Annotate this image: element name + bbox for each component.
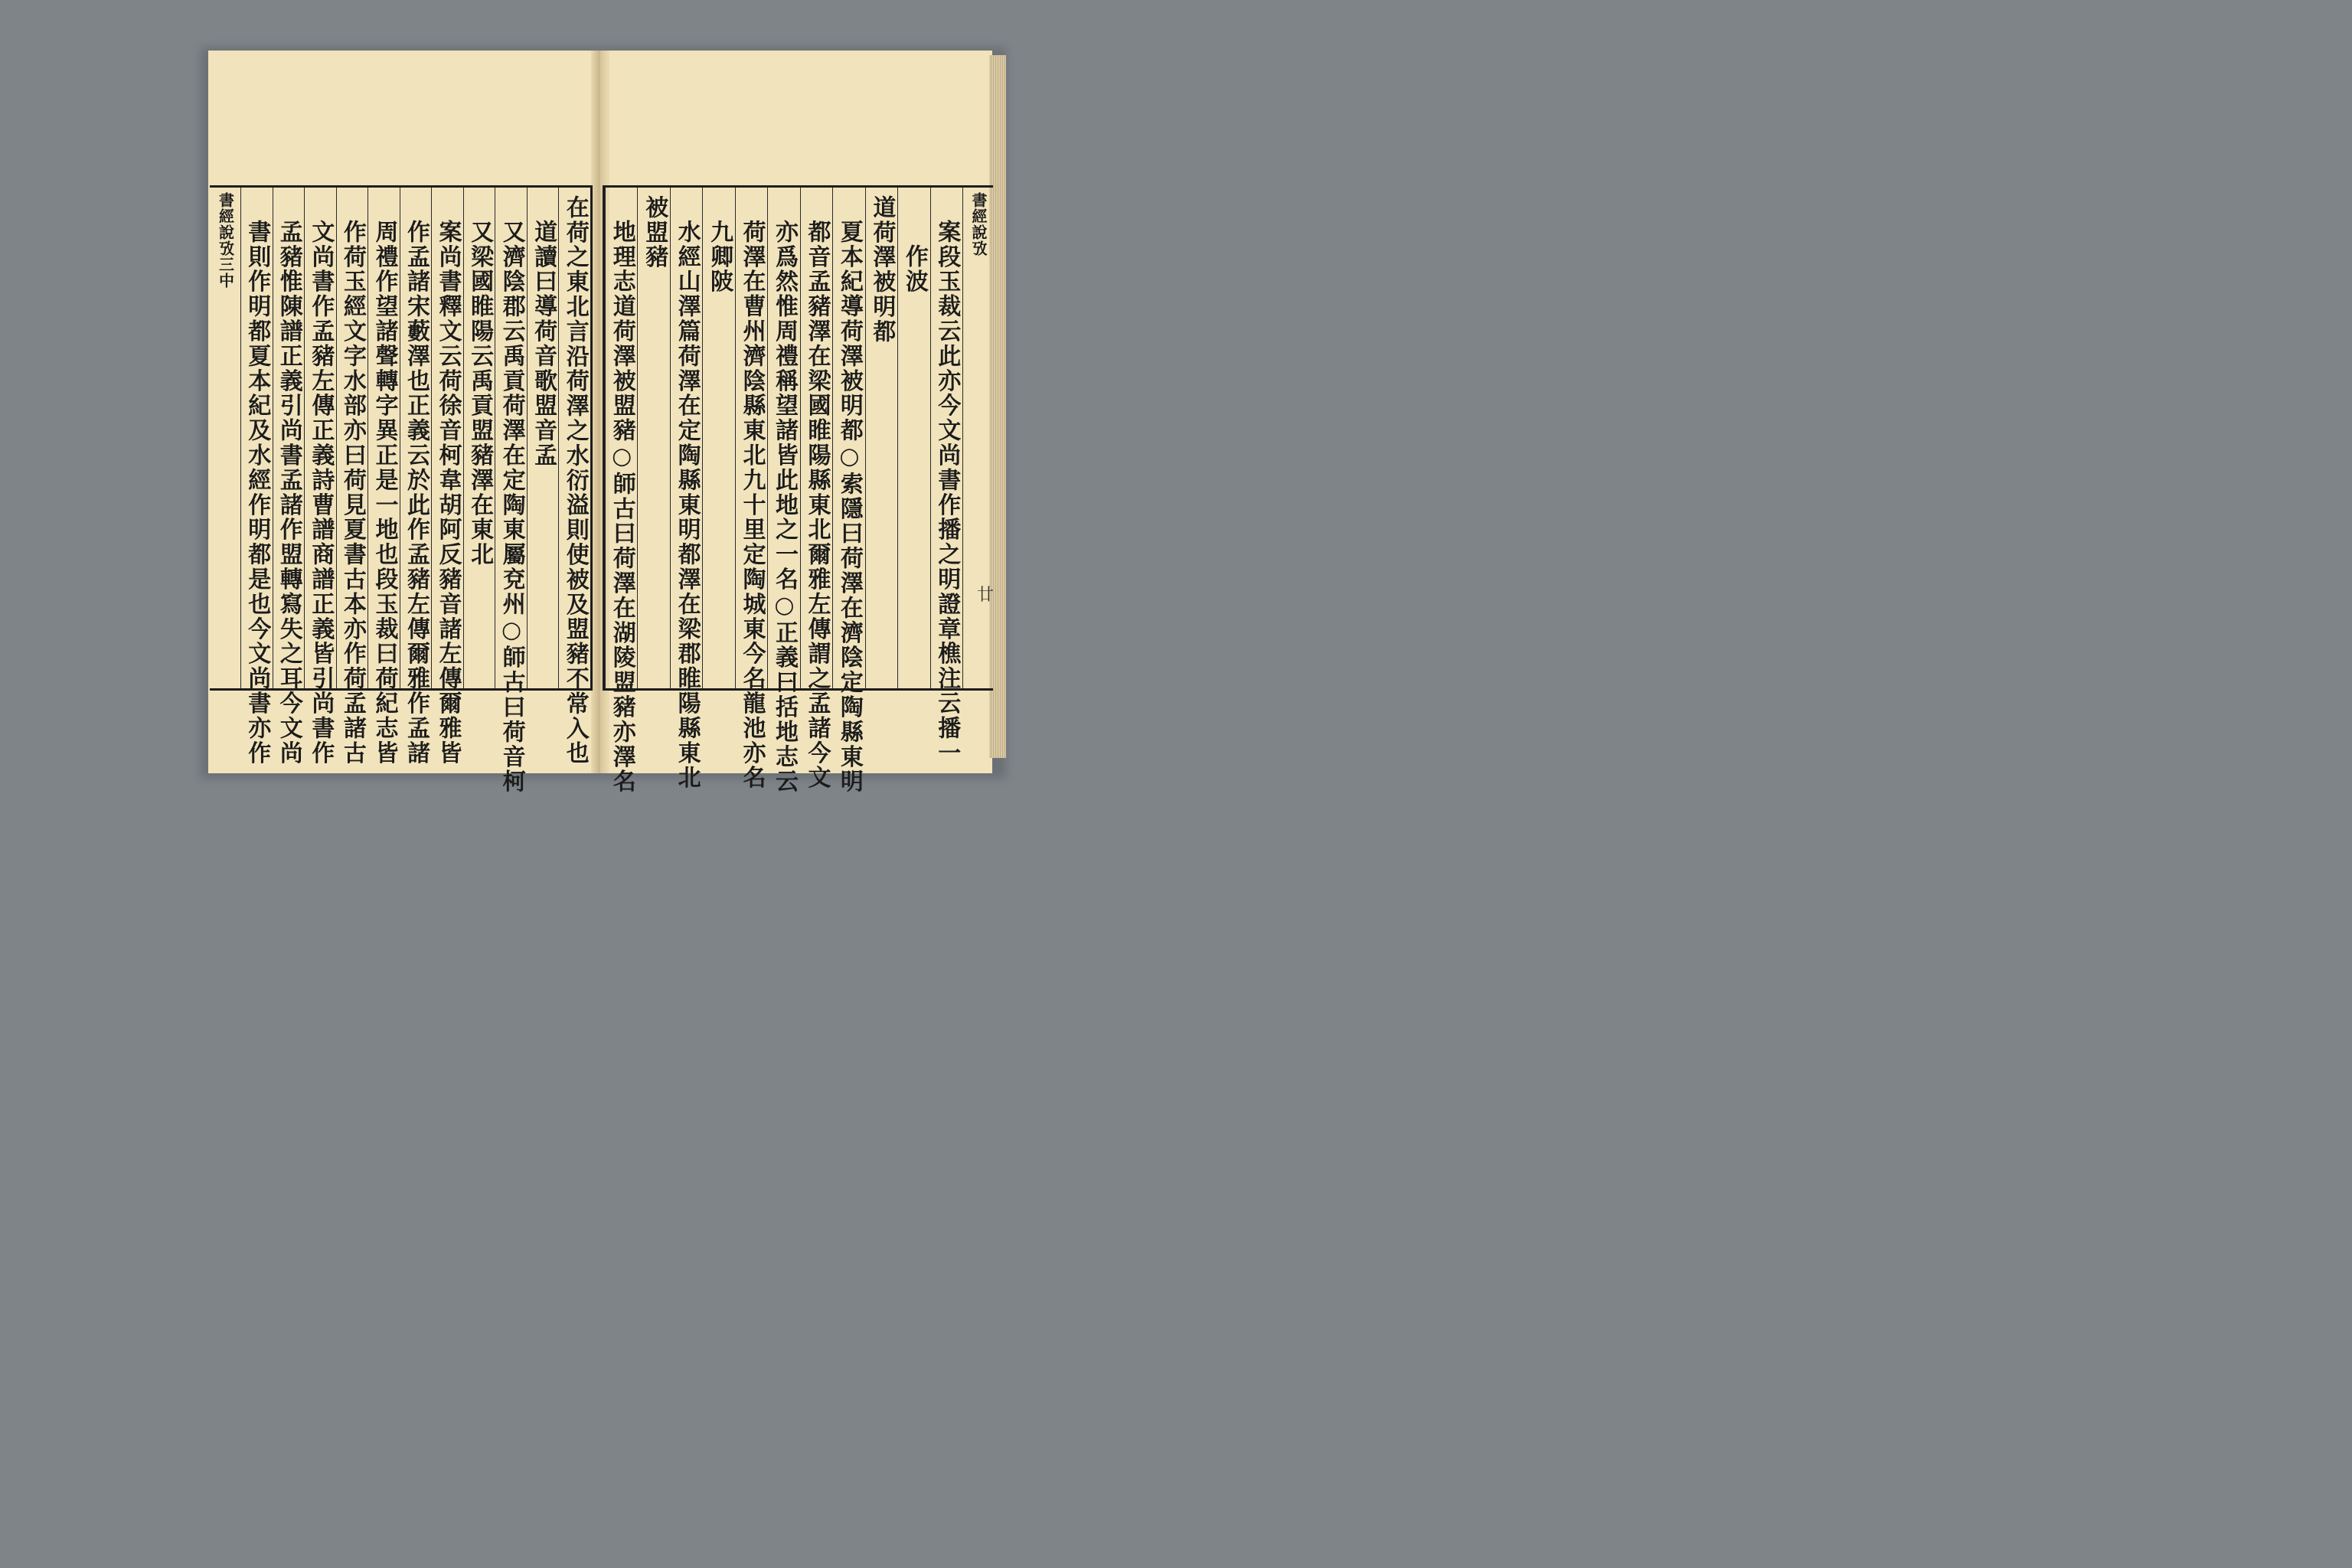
column-text: 文尚書作孟豬左傳正義詩曹譜商譜正義皆引尚書作 — [307, 220, 335, 766]
leaf-number: 廿 — [977, 586, 995, 605]
column-text: 作孟諸宋藪澤也正義云於此作孟豬左傳爾雅作孟諸 — [402, 220, 430, 766]
column-text: 又梁國睢陽云禹貢盟豬澤在東北 — [466, 220, 494, 567]
column-text: 亦爲然惟周禮稱望諸皆此地之一名○正義曰括地志云 — [771, 220, 798, 795]
text-column — [832, 188, 864, 795]
text-column — [897, 188, 929, 688]
text-column — [558, 188, 590, 766]
column-text: 案段玉裁云此亦今文尚書作播之明證章樵注云播一 — [933, 220, 961, 766]
column-text: 被盟豬 — [641, 195, 668, 270]
column-text: 九卿陂 — [706, 220, 733, 295]
column-text: 作波 — [900, 244, 928, 294]
text-column — [637, 188, 669, 688]
text-column — [431, 188, 463, 766]
text-column — [336, 188, 368, 766]
column-text: 周禮作望諸聲轉字異正是一地也段玉裁曰荷紀志皆 — [371, 220, 398, 766]
column-text: 孟豬惟陳譜正義引尚書孟諸作盟轉寫失之耳今文尚 — [275, 220, 302, 766]
left-columns — [210, 188, 590, 795]
text-column — [463, 188, 495, 688]
column-text: 道讀曰導荷音歌盟音孟 — [530, 220, 557, 468]
column-text: 都音孟豬澤在梁國睢陽縣東北爾雅左傳謂之孟諸今文 — [803, 220, 831, 791]
column-text: 案尚書釋文云荷徐音柯韋胡阿反豬音諸左傳爾雅皆 — [434, 220, 462, 766]
text-column — [273, 188, 305, 766]
banxin — [210, 188, 240, 688]
text-column — [767, 188, 799, 795]
column-text: 水經山澤篇荷澤在定陶縣東明都澤在梁郡睢陽縣東北 — [673, 220, 701, 791]
text-column — [304, 188, 336, 766]
column-text: 荷澤在曹州濟陰縣東北九十里定陶城東今名龍池亦名 — [738, 220, 766, 791]
column-text: 道荷澤被明都 — [868, 195, 896, 345]
text-column — [240, 188, 273, 766]
right-text-frame — [603, 185, 993, 795]
text-column — [702, 188, 734, 688]
banxin-title: 書經說攷 — [969, 192, 988, 256]
column-text: 又濟陰郡云禹貢荷澤在定陶東屬兗州○師古曰荷音柯 — [498, 220, 525, 795]
text-column — [865, 188, 897, 688]
banxin-title: 書經說攷三中 — [216, 192, 235, 289]
column-text: 書則作明都夏本紀及水經作明都是也今文尚書亦作 — [243, 220, 271, 766]
column-text: 在荷之東北言沿荷澤之水衍溢則使被及盟豬不常入也 — [561, 195, 589, 766]
text-column — [930, 188, 962, 766]
column-text: 地理志道荷澤被盟豬○師古曰荷澤在湖陵盟豬亦澤名 — [608, 220, 635, 795]
text-column — [735, 188, 767, 791]
right-columns — [605, 188, 993, 795]
text-column — [670, 188, 702, 791]
banxin — [962, 188, 993, 688]
text-column — [527, 188, 559, 688]
text-column — [495, 188, 527, 795]
column-text: 夏本紀導荷澤被明都○索隱曰荷澤在濟陰定陶縣東明 — [835, 220, 863, 795]
text-column — [368, 188, 400, 766]
text-column — [400, 188, 432, 766]
left-text-frame — [210, 185, 593, 795]
text-column — [605, 188, 637, 795]
text-column — [800, 188, 832, 791]
column-text: 作荷玉經文字水部亦曰荷見夏書古本亦作荷孟諸古 — [338, 220, 366, 766]
